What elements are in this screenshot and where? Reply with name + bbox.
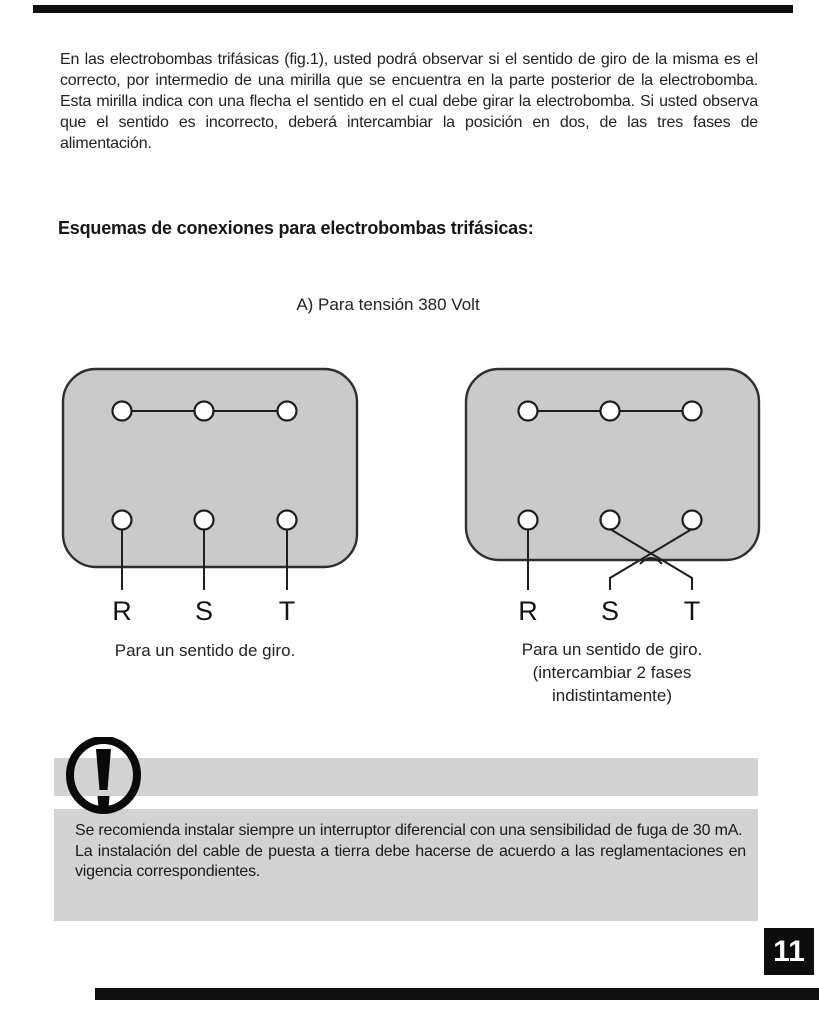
warning-stripe — [54, 758, 758, 796]
caption-right-line1: Para un sentido de giro. — [521, 640, 703, 659]
caption-right-line3: indistintamente) — [551, 686, 672, 705]
terminal-box — [63, 369, 357, 567]
terminal-label-left-s: S — [194, 596, 213, 626]
intro-paragraph: En las electrobombas trifásicas (fig.1), usted podrá observar si el sentido de giro de la misma es el correcto, por intermedio de una mirilla que se encuentra en la parte posterior de la electrobomba. Esta mirilla indica con una flecha el sentido en el cual debe girar la electrobomba. Si usted observa que el sentido es incorrecto, deberá intercambiar la posición en dos, de las tres fases de alimentación. — [60, 51, 758, 152]
note-box — [54, 809, 758, 921]
terminal-label-right-t: T — [683, 596, 701, 626]
note-paragraph-1: Se recomienda instalar siempre un interruptor diferencial con una sensibilidad de fuga de 30 mA. — [75, 822, 743, 839]
voltage-section-label: A) Para tensión 380 Volt — [296, 295, 480, 314]
terminal-box-diagram-right — [453, 362, 773, 594]
terminal-label-right-r: R — [518, 596, 538, 626]
caption-left: Para un sentido de giro. — [114, 641, 296, 660]
terminal-label-left-r: R — [112, 596, 132, 626]
exclamation-icon — [64, 737, 142, 815]
caption-right-line2: (intercambiar 2 fases — [532, 663, 692, 682]
section-heading: Esquemas de conexiones para electrobombas trifásicas: — [58, 218, 534, 238]
page-number: 11 — [773, 935, 805, 968]
terminal-label-right-s: S — [600, 596, 619, 626]
page-number-badge — [764, 928, 814, 975]
note-paragraph-2: La instalación del cable de puesta a tierra debe hacerse de acuerdo a las reglamentaciones en vigencia correspondientes. — [75, 842, 746, 880]
bottom-rule — [95, 988, 819, 1000]
terminal-label-left-t: T — [278, 596, 296, 626]
caption-right — [478, 638, 746, 707]
terminal-box-diagram-left — [50, 362, 370, 594]
top-rule — [33, 5, 793, 13]
note-text — [75, 821, 746, 883]
